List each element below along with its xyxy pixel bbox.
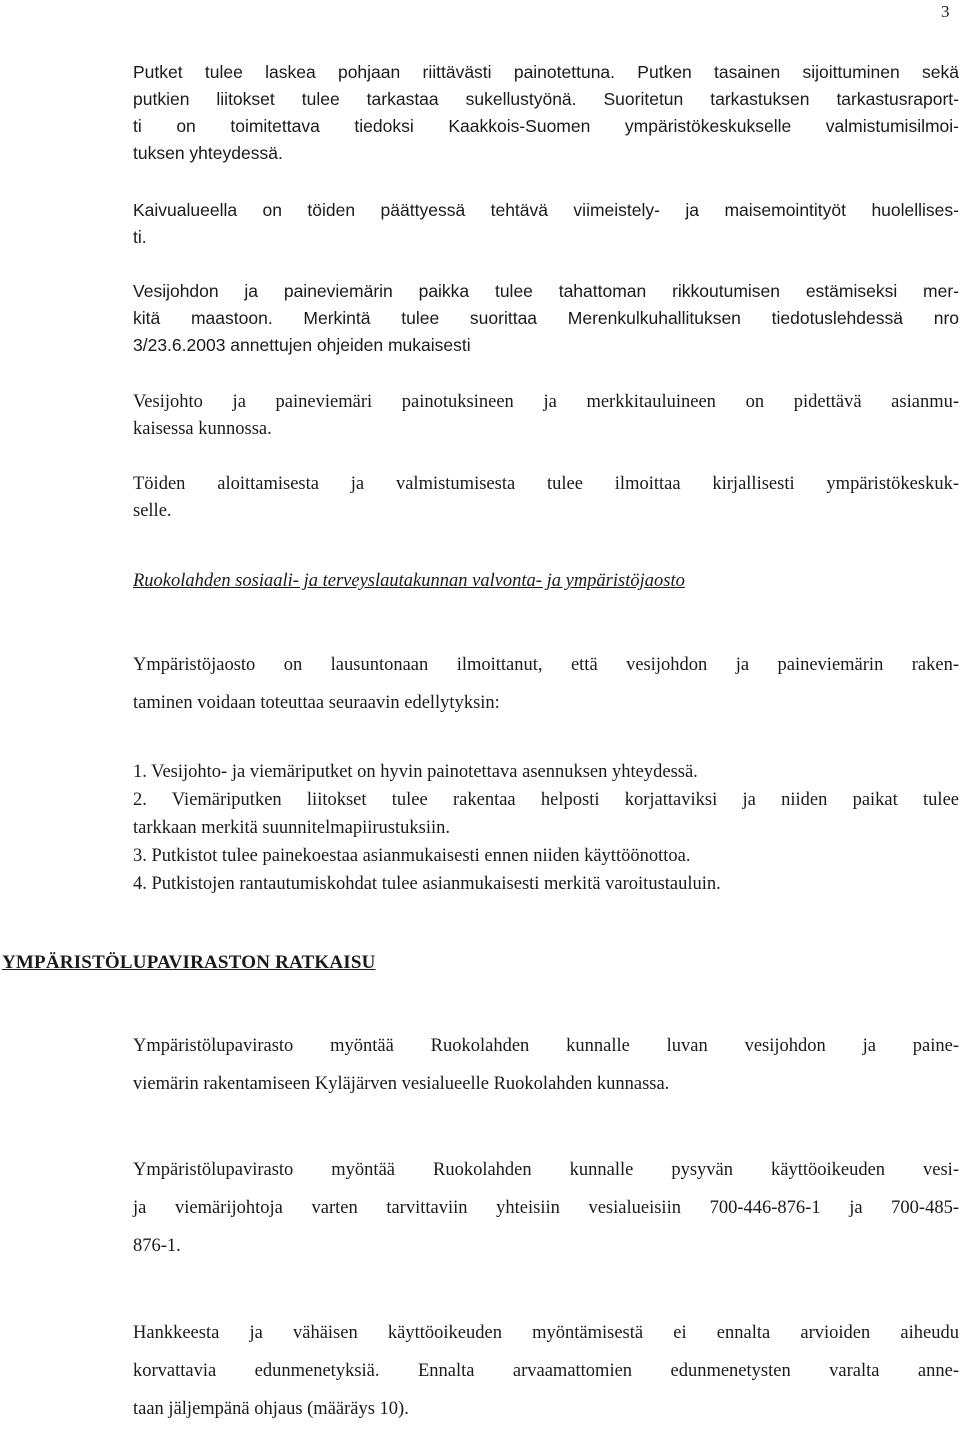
text-line: Putket tulee laskea pohjaan riittävästi painotettuna. Putken tasainen sijoittuminen sekä xyxy=(133,62,959,82)
text-line: ja viemärijohtoja varten tarvittaviin yhteisiin vesialueisiin 700-446-876-1 ja 700-485- xyxy=(133,1198,959,1218)
paragraph-usage-right xyxy=(133,1151,959,1265)
text-line: tuksen yhteydessä. xyxy=(133,143,283,163)
text-line: selle. xyxy=(133,501,172,521)
decision-heading: YMPÄRISTÖLUPAVIRASTON RATKAISU xyxy=(2,952,376,973)
paragraph-maintenance xyxy=(133,389,959,443)
text-line: kaisessa kunnossa. xyxy=(133,419,272,439)
authority-title: Ruokolahden sosiaali- ja terveyslautakunnan valvonta- ja ympäristöjaosto xyxy=(133,571,685,591)
text-line: 3/23.6.2003 annettujen ohjeiden mukaisesti xyxy=(133,335,471,355)
list-item: 4. Putkistojen rantautumiskohdat tulee asianmukaisesti merkitä varoitustauluin. xyxy=(133,874,721,894)
text-line: korvattavia edunmenetyksiä. Ennalta arvaamattomien edunmenetysten varalta anne- xyxy=(133,1361,959,1381)
paragraph-pipe-laying xyxy=(133,59,959,167)
text-line: Hankkeesta ja vähäisen käyttöoikeuden myöntämisestä ei ennalta arvioiden aiheudu xyxy=(133,1323,959,1343)
paragraph-notification xyxy=(133,471,959,525)
text-line: Ympäristölupavirasto myöntää Ruokolahden kunnalle luvan vesijohdon ja paine- xyxy=(133,1036,959,1056)
text-line: ti. xyxy=(133,227,147,247)
paragraph-permit xyxy=(133,1027,959,1103)
text-line: Vesijohdon ja paineviemärin paikka tulee tahattoman rikkoutumisen estämiseksi mer- xyxy=(133,281,959,301)
text-line: 876-1. xyxy=(133,1236,181,1256)
list-item: 1. Vesijohto- ja viemäriputket on hyvin painotettava asennuksen yhteydessä. xyxy=(133,762,698,782)
text-line: taminen voidaan toteuttaa seuraavin edellytyksin: xyxy=(133,693,500,713)
text-line: viemärin rakentamiseen Kyläjärven vesialueelle Ruokolahden kunnassa. xyxy=(133,1074,670,1094)
text-line: putkien liitokset tulee tarkastaa sukellustyönä. Suoritetun tarkastuksen tarkastusraport- xyxy=(133,89,959,109)
text-line: Ympäristöjaosto on lausuntonaan ilmoittanut, että vesijohdon ja paineviemärin raken- xyxy=(133,655,959,675)
text-line: Vesijohto ja paineviemäri painotuksineen ja merkkitauluineen on pidettävä asianmu- xyxy=(133,392,959,412)
page-number: 3 xyxy=(941,2,950,21)
list-item: tarkkaan merkitä suunnitelmapiirustuksiin. xyxy=(133,818,451,838)
text-line: ti on toimitettava tiedoksi Kaakkois-Suomen ympäristökeskukselle valmistumisilmoi- xyxy=(133,116,959,136)
paragraph-marking xyxy=(133,278,959,359)
conditions-list xyxy=(133,758,959,898)
text-line: kitä maastoon. Merkintä tulee suorittaa Merenkulkuhallituksen tiedotuslehdessä nro xyxy=(133,308,959,328)
text-line: Kaivualueella on töiden päättyessä tehtävä viimeistely- ja maisemointityöt huolellises- xyxy=(133,200,959,220)
list-item: 2. Viemäriputken liitokset tulee rakentaa helposti korjattaviksi ja niiden paikat tulee xyxy=(133,790,959,810)
text-line: Töiden aloittamisesta ja valmistumisesta tulee ilmoittaa kirjallisesti ympäristökeskuk- xyxy=(133,474,959,494)
paragraph-statement xyxy=(133,646,959,722)
paragraph-compensation xyxy=(133,1314,959,1428)
text-line: Ympäristölupavirasto myöntää Ruokolahden kunnalle pysyvän käyttöoikeuden vesi- xyxy=(133,1160,959,1180)
text-line: taan jäljempänä ohjaus (määräys 10). xyxy=(133,1399,409,1419)
list-item: 3. Putkistot tulee painekoestaa asianmukaisesti ennen niiden käyttöönottoa. xyxy=(133,846,691,866)
paragraph-landscaping xyxy=(133,197,959,251)
